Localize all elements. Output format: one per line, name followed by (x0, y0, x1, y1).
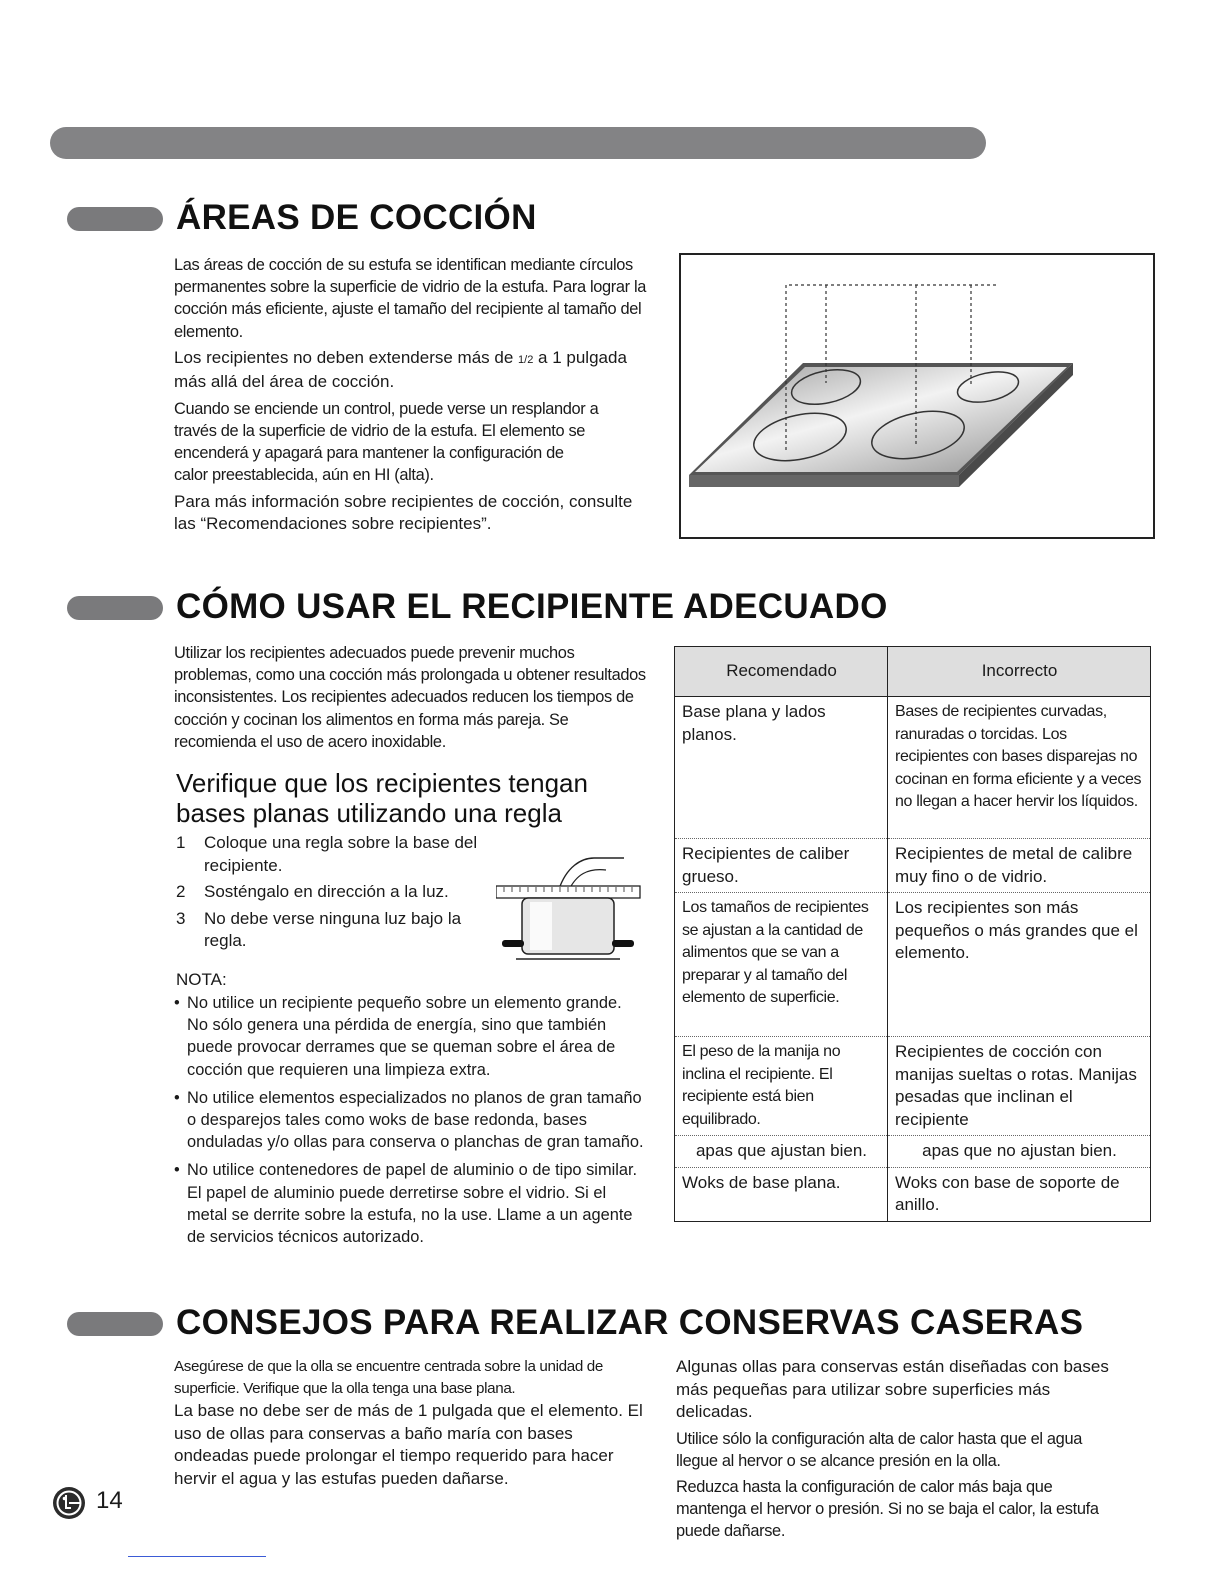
table-header-row (675, 647, 1151, 697)
table-row (675, 839, 1151, 893)
paragraph: La base no debe ser de más de 1 pulgada que el elemento. El uso de ollas para conservas a baño maría con bases ondeadas puede prolongar el tiempo requerido para hacer hervir el agua y las estufas pueden dañarse. (174, 1401, 643, 1488)
divider (128, 1556, 266, 1557)
notes-list (174, 992, 646, 1254)
table-cell: Base plana y lados planos. (675, 697, 888, 839)
table-cell: Los tamaños de recipientes se ajustan a la cantidad de alimentos que se van a preparar y al tamaño del elemento de superficie. (675, 893, 888, 1037)
list-item (176, 881, 496, 904)
paragraph: Utilice sólo la configuración alta de calor hasta que el agua llegue al hervor o se alcance presión en la olla. (676, 1429, 1082, 1470)
table-cell: apas que ajustan bien. (675, 1136, 888, 1168)
canning-left-text (174, 1356, 649, 1494)
section-title-cooking-areas: ÁREAS DE COCCIÓN (176, 198, 537, 237)
pot-ruler-illustration (496, 852, 646, 964)
bullet: • (174, 1088, 180, 1107)
note-heading: NOTA: (176, 970, 227, 989)
paragraph (174, 347, 654, 394)
list-item (176, 908, 496, 953)
list-item (174, 1087, 646, 1154)
table-cell: Bases de recipientes curvadas, ranuradas o torcidas. Los recipientes con bases disparejas no cocinan en forma eficiente y a veces no llegan a hacer hervir los líquidos. (888, 697, 1151, 839)
note-text: No utilice un recipiente pequeño sobre un elemento grande. No sólo genera una pérdida de energía, sino que también puede provocar derrames que se queman sobre el área de cocción que requieren una limpieza extra. (187, 994, 622, 1079)
cookware-intro: Utilizar los recipientes adecuados puede prevenir muchos problemas, como una cocción más prolongada u obtener resultados inconsistentes. Los recipientes adecuados reducen los tiempos de cocción y cocinan los alimentos en forma más pareja. Se recomienda el uso de acero inoxidable. (174, 644, 646, 751)
section-title-proper-cookware: CÓMO USAR EL RECIPIENTE ADECUADO (176, 587, 888, 626)
subheading-ruler-check: Verifique que los recipientes tengan bases planas utilizando una regla (176, 768, 588, 828)
column-header-incorrect: Incorrecto (888, 647, 1151, 697)
paragraph-text: a 1 pulgada más allá del área de cocción. (174, 347, 627, 392)
step-text: Sosténgalo en dirección a la luz. (204, 882, 449, 901)
table-cell: apas que no ajustan bien. (888, 1136, 1151, 1168)
fraction: 1/2 (518, 353, 534, 366)
paragraph: Algunas ollas para conservas están diseñadas con bases más pequeñas para utilizar sobre superficies más delicadas. (676, 1357, 1109, 1421)
table-row (675, 697, 1151, 839)
canning-right-text (676, 1356, 1126, 1547)
bullet: • (174, 994, 180, 1012)
table-cell: Woks de base plana. (675, 1167, 888, 1221)
bullet: • (174, 1161, 180, 1180)
table-row (675, 893, 1151, 1037)
step-text: Coloque una regla sobre la base del recipiente. (204, 833, 478, 875)
step-number: 1 (176, 833, 186, 852)
table-cell: Los recipientes son más pequeños o más grandes que el elemento. (888, 893, 1151, 1037)
header-bar (50, 127, 986, 159)
section-title-canning-tips: CONSEJOS PARA REALIZAR CONSERVAS CASERAS (176, 1303, 1084, 1342)
table-cell: El peso de la manija no inclina el recipiente. El recipiente está bien equilibrado. (675, 1037, 888, 1136)
paragraph: Las áreas de cocción de su estufa se identifican mediante círculos permanentes sobre la superficie de vidrio de la estufa. Para lograr la cocción más eficiente, ajuste el tamaño del recipiente al tamaño del elemento. (174, 256, 647, 341)
section-marker (67, 207, 163, 231)
list-item (176, 832, 496, 877)
step-number: 2 (176, 882, 186, 901)
table-row (675, 1167, 1151, 1221)
cooking-areas-text (174, 254, 654, 540)
paragraph: Para más información sobre recipientes de cocción, consulte las “Recomendaciones sobre recipientes”. (174, 491, 633, 534)
table-cell: Recipientes de metal de calibre muy fino o de vidrio. (888, 839, 1151, 893)
table-cell: Recipientes de cocción con manijas sueltas o rotas. Manijas pesadas que inclinan el recipiente (888, 1037, 1151, 1136)
table-cell: Woks con base de soporte de anillo. (888, 1167, 1151, 1221)
note-text: No utilice elementos especializados no planos de gran tamaño o desparejos tales como woks de base redonda, bases onduladas y/o ollas para conserva o planchas de gran tamaño. (187, 1088, 644, 1152)
note-text: No utilice contenedores de papel de aluminio o de tipo similar. El papel de aluminio puede derretirse sobre el vidrio. Si el metal se derrite sobre la estufa, no la use. Llame a un agente de servicios técnicos autorizado. (187, 1161, 638, 1247)
paragraph: Asegúrese de que la olla se encuentre centrada sobre la unidad de superficie. Verifique que la olla tenga una base plana. (174, 1358, 603, 1398)
step-text: No debe verse ninguna luz bajo la regla. (204, 908, 462, 950)
table-row (675, 1136, 1151, 1168)
page-number: 14 (96, 1487, 123, 1514)
paragraph: Cuando se enciende un control, puede verse un resplandor a través de la superficie de vidrio de la estufa. El elemento se encenderá y apagará para mantener la configuración de calor preestablecida, aún en HI (alta). (174, 399, 599, 485)
lg-logo-icon (52, 1486, 86, 1520)
list-item (174, 1159, 646, 1248)
table-row (675, 1037, 1151, 1136)
paragraph: Reduzca hasta la configuración de calor más baja que mantenga el hervor o presión. Si no se baja el calor, la estufa puede dañarse. (676, 1477, 1099, 1541)
list-item (174, 992, 646, 1081)
cookware-table (674, 646, 1151, 1222)
table-cell: Recipientes de caliber grueso. (675, 839, 888, 893)
section-marker (67, 596, 163, 620)
section-marker (67, 1312, 163, 1336)
cooktop-drawing (681, 255, 1153, 537)
step-number: 3 (176, 908, 186, 928)
column-header-recommended: Recomendado (675, 647, 888, 697)
paragraph-text: Los recipientes no deben extenderse más de (174, 347, 519, 367)
ruler-steps (176, 832, 496, 957)
cooktop-illustration (679, 253, 1155, 539)
